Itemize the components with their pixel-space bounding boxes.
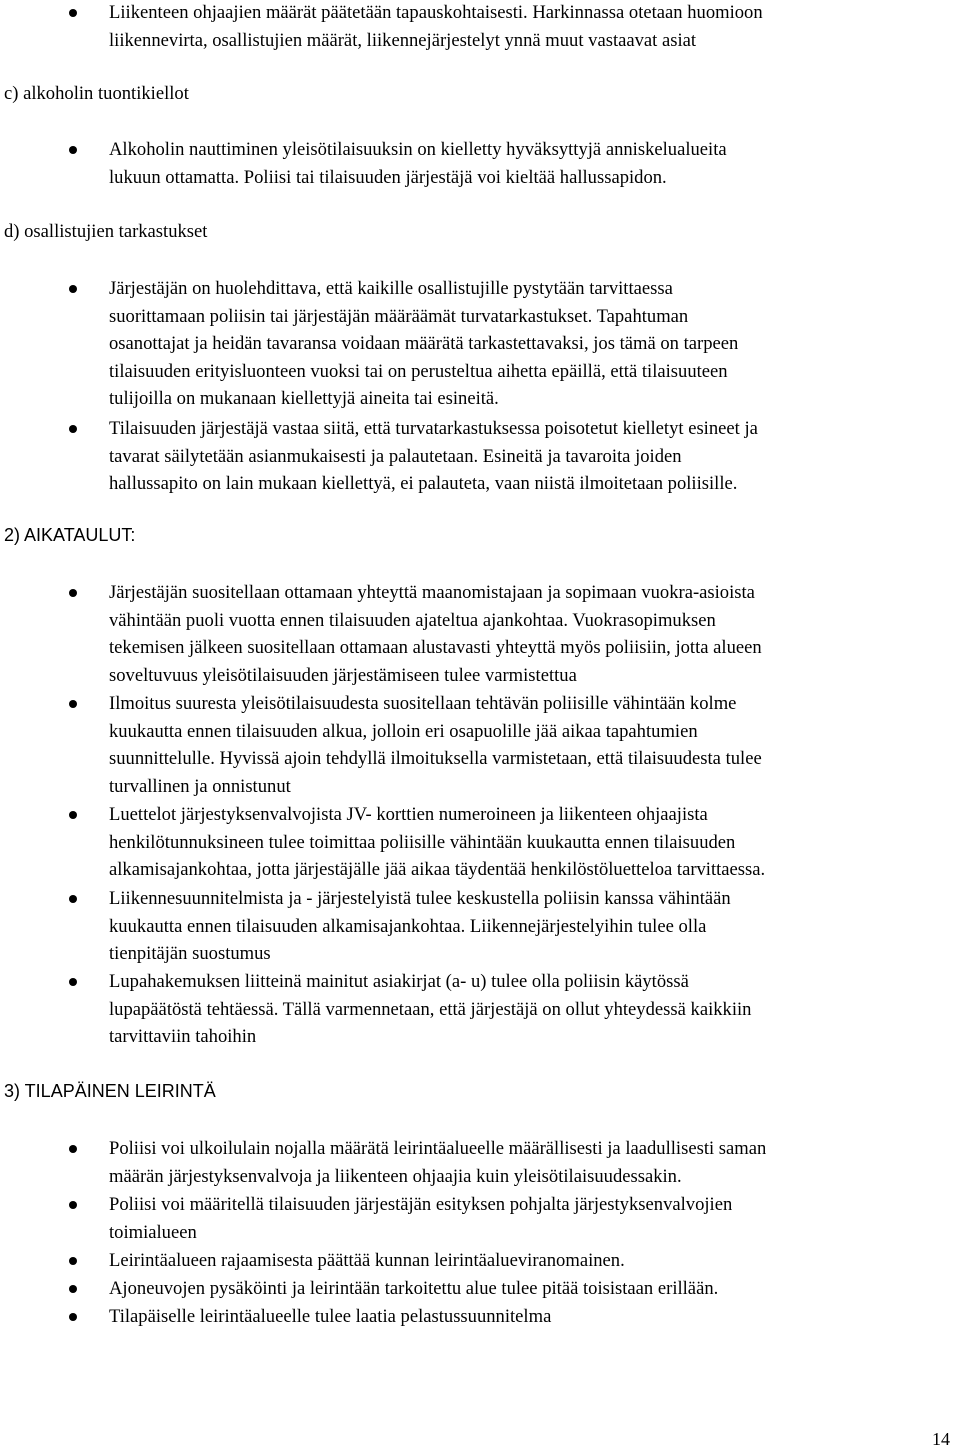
text-line: Poliisi voi ulkoilulain nojalla määrätä leirintäalueelle määrällisesti ja laadullisesti saman (109, 1138, 767, 1159)
text-line: alkamisajankohtaa, jotta järjestäjälle jää aikaa täydentää henkilöstöluetteloa tarvittaessa. (109, 859, 766, 881)
text-line: Ilmoitus suuresta yleisötilaisuudesta suositellaan tehtävän poliisille vähintään kolme (109, 693, 737, 714)
text-line: Tilaisuuden järjestäjä vastaa siitä, että turvatarkastuksessa poisotetut kielletyt esineet ja (109, 418, 758, 439)
bullet-text (109, 579, 949, 689)
bullet-icon (69, 1313, 77, 1321)
bullet-text (109, 1303, 949, 1331)
bullet-icon (69, 1257, 77, 1265)
text-line: tekemisen jälkeen suositellaan ottamaan alustavasti yhteyttä myös poliisiin, jotta alueen (109, 637, 762, 659)
text-line: tulijoilla on mukanaan kiellettyjä aineita tai esineitä. (109, 388, 499, 410)
text-line: suorittamaan poliisin tai järjestäjän määräämät turvatarkastukset. Tapahtuman (109, 305, 689, 327)
bullet-icon (69, 811, 77, 819)
bullet-icon (69, 146, 77, 154)
text-line: henkilötunnuksineen tulee toimittaa poliisille vähintään kuukautta ennen tilaisuuden (109, 831, 736, 853)
text-line: kuukautta ennen tilaisuuden alkamisajankohtaa. Liikennejärjestelyihin tulee olla (109, 915, 707, 937)
bullet-text (109, 1275, 949, 1303)
section-heading-c: c) alkoholin tuontikiellot (4, 83, 189, 104)
text-line: liikennevirta, osallistujien määrät, liikennejärjestelyt ynnä muut vastaavat asiat (109, 29, 697, 51)
bullet-text (109, 275, 949, 413)
text-line: Järjestäjän on huolehdittava, että kaikille osallistujille pystytään tarvittaessa (109, 278, 673, 299)
text-line: lupapäätöstä tehtäessä. Tällä varmennetaan, että järjestäjä on ollut yhteydessä kaikkiin (109, 998, 752, 1020)
bullet-icon (69, 1285, 77, 1293)
text-line: määrän järjestyksenvalvoja ja liikenteen ohjaajia kuin yleisötilaisuudessakin. (109, 1165, 682, 1187)
text-line: tavarat säilytetään asianmukaisesti ja palautetaan. Esineitä ja tavaroita joiden (109, 445, 682, 467)
bullet-icon (69, 9, 77, 17)
text-line: tilaisuuden erityisluonteen vuoksi tai on perusteltua aihetta epäillä, että tilaisuuteen (109, 360, 728, 382)
bullet-text (109, 968, 949, 1051)
text-line: Lupahakemuksen liitteinä mainitut asiakirjat (a- u) tulee olla poliisin käytössä (109, 971, 689, 992)
text-line: Tilapäiselle leirintäalueelle tulee laatia pelastussuunnitelma (109, 1306, 552, 1327)
bullet-text (109, 415, 949, 498)
text-line: hallussapito on lain mukaan kiellettyä, ei palauteta, vaan niistä ilmoitetaan poliisille. (109, 473, 738, 495)
text-line: lukuun ottamatta. Poliisi tai tilaisuuden järjestäjä voi kieltää hallussapidon. (109, 166, 667, 188)
bullet-text (109, 885, 949, 968)
bullet-icon (69, 1145, 77, 1153)
bullet-text (109, 1135, 949, 1190)
bullet-icon (69, 895, 77, 903)
text-line: toimialueen (109, 1221, 197, 1243)
text-line: turvallinen ja onnistunut (109, 775, 291, 797)
text-line: soveltuvuus yleisötilaisuuden järjestämiseen tulee varmistettua (109, 664, 577, 686)
bullet-icon (69, 700, 77, 708)
text-line: Luettelot järjestyksenvalvojista JV- korttien numeroineen ja liikenteen ohjaajista (109, 804, 708, 825)
section-heading-schedules: 2) AIKATAULUT: (4, 525, 136, 545)
text-line: Liikenteen ohjaajien määrät päätetään tapauskohtaisesti. Harkinnassa otetaan huomioon (109, 2, 763, 23)
bullet-text (109, 690, 949, 800)
text-line: Poliisi voi määritellä tilaisuuden järjestäjän esityksen pohjalta järjestyksenvalvojien (109, 1194, 733, 1215)
bullet-icon (69, 978, 77, 986)
section-heading-camping: 3) TILAPÄINEN LEIRINTÄ (4, 1081, 216, 1101)
text-line: osanottajat ja heidän tavaransa voidaan määrätä tarkastettavaksi, jos tämä on tarpeen (109, 333, 739, 355)
text-line: suunnittelulle. Hyvissä ajoin tehdyllä ilmoituksella varmistetaan, että tilaisuudesta tulee (109, 748, 762, 770)
bullet-text (109, 136, 949, 191)
bullet-icon (69, 285, 77, 293)
text-line: Järjestäjän suositellaan ottamaan yhteyttä maanomistajaan ja sopimaan vuokra-asioista (109, 582, 755, 603)
bullet-icon (69, 1201, 77, 1209)
text-line: Liikennesuunnitelmista ja - järjestelyistä tulee keskustella poliisin kanssa vähintään (109, 888, 731, 909)
text-line: tarvittaviin tahoihin (109, 1026, 257, 1048)
bullet-text (109, 1191, 949, 1246)
bullet-icon (69, 425, 77, 433)
bullet-text (109, 1247, 949, 1275)
text-line: vähintään puoli vuotta ennen tilaisuuden ajateltua ajankohtaa. Vuokrasopimuksen (109, 609, 716, 631)
bullet-text (109, 801, 949, 884)
bullet-icon (69, 589, 77, 597)
section-heading-d: d) osallistujien tarkastukset (4, 221, 208, 242)
page-number: 14 (932, 1429, 950, 1449)
text-line: Alkoholin nauttiminen yleisötilaisuuksin on kielletty hyväksyttyjä anniskelualueita (109, 139, 727, 160)
text-line: tienpitäjän suostumus (109, 943, 271, 965)
bullet-text (109, 0, 949, 54)
text-line: kuukautta ennen tilaisuuden alkua, jolloin eri osapuolille jää aikaa tapahtumien (109, 720, 698, 742)
text-line: Leirintäalueen rajaamisesta päättää kunnan leirintäalueviranomainen. (109, 1250, 625, 1271)
text-line: Ajoneuvojen pysäköinti ja leirintään tarkoitettu alue tulee pitää toisistaan erillään. (109, 1278, 719, 1299)
